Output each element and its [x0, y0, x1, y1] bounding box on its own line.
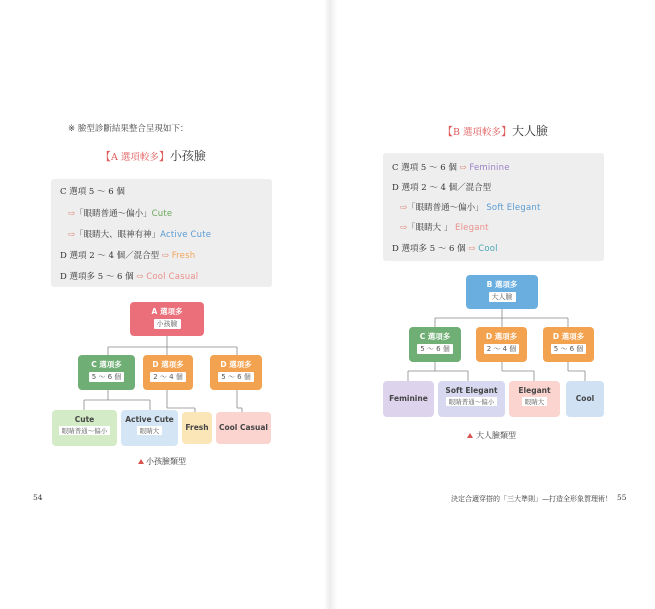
bracket-close: 】	[158, 150, 170, 163]
right-caption: 大人臉類型	[476, 431, 516, 440]
right-row-2: D 選項 2 ～ 4 個／混合型	[392, 183, 492, 193]
bracket-open: 【	[442, 125, 453, 138]
right-mid-box-2: D 選項多 2 ～ 4 個	[476, 327, 527, 362]
right-row-5: D 選項多 5 ～ 6 個 ⇨ Cool	[392, 244, 498, 254]
left-row-3: ⇨「眼睛大、眼神有神」Active Cute	[68, 230, 212, 240]
title-main: 大人臉	[512, 124, 549, 138]
right-row-1: C 選項 5 ～ 6 個 ⇨ Feminine	[392, 163, 510, 173]
left-page-number: 54	[33, 493, 43, 502]
right-root-box: B 選項多 大人臉	[466, 275, 538, 309]
bracket-close: 】	[501, 125, 513, 138]
right-mid-box-3: D 選項多 5 ～ 6 個	[543, 327, 594, 362]
leaf-cool-casual: Cool Casual	[216, 412, 271, 444]
leaf-feminine: Feminine	[383, 381, 434, 417]
left-mid-box-2: D 選項多 2 ～ 4 個	[143, 355, 193, 390]
right-row-3: ⇨「眼睛普通～偏小」 Soft Elegant	[400, 203, 541, 213]
title-label: B 選項較多	[453, 127, 502, 138]
bracket-open: 【	[100, 150, 111, 163]
left-mid-box-3: D 選項多 5 ～ 6 個	[210, 355, 262, 390]
leaf-cute: Cute 眼睛普通～偏小	[52, 410, 117, 446]
diagnosis-note: ※ 臉型診斷結果整合呈現如下：	[68, 124, 189, 134]
title-label: A 選項較多	[111, 152, 159, 163]
left-mid-box-1: C 選項多 5 ～ 6 個	[78, 355, 135, 390]
left-root-box: A 選項多 小孩臉	[130, 302, 204, 336]
right-mid-box-1: C 選項多 5 ～ 6 個	[409, 327, 461, 362]
title-main: 小孩臉	[169, 149, 206, 163]
left-row-5: D 選項多 5 ～ 6 個 ⇨ Cool Casual	[60, 272, 199, 282]
left-row-1: C 選項 5 ～ 6 個	[60, 187, 125, 197]
leaf-elegant: Elegant 眼睛大	[509, 381, 560, 417]
left-caption: 小孩臉類型	[146, 457, 186, 466]
running-head: 決定合適穿搭的「三大準則」—打造全形象質理術！	[451, 495, 612, 503]
right-row-4: ⇨「眼睛大 」 Elegant	[400, 223, 489, 233]
leaf-cool: Cool	[566, 381, 604, 417]
leaf-fresh: Fresh	[182, 412, 212, 444]
left-row-2: ⇨「眼睛普通～偏小」Cute	[68, 209, 173, 219]
right-page-number: 55	[617, 493, 627, 502]
leaf-soft-elegant: Soft Elegant 眼睛普通～偏小	[438, 381, 505, 417]
leaf-active-cute: Active Cute 眼睛大	[121, 410, 178, 446]
left-row-4: D 選項 2 ～ 4 個／混合型 ⇨ Fresh	[60, 251, 196, 261]
